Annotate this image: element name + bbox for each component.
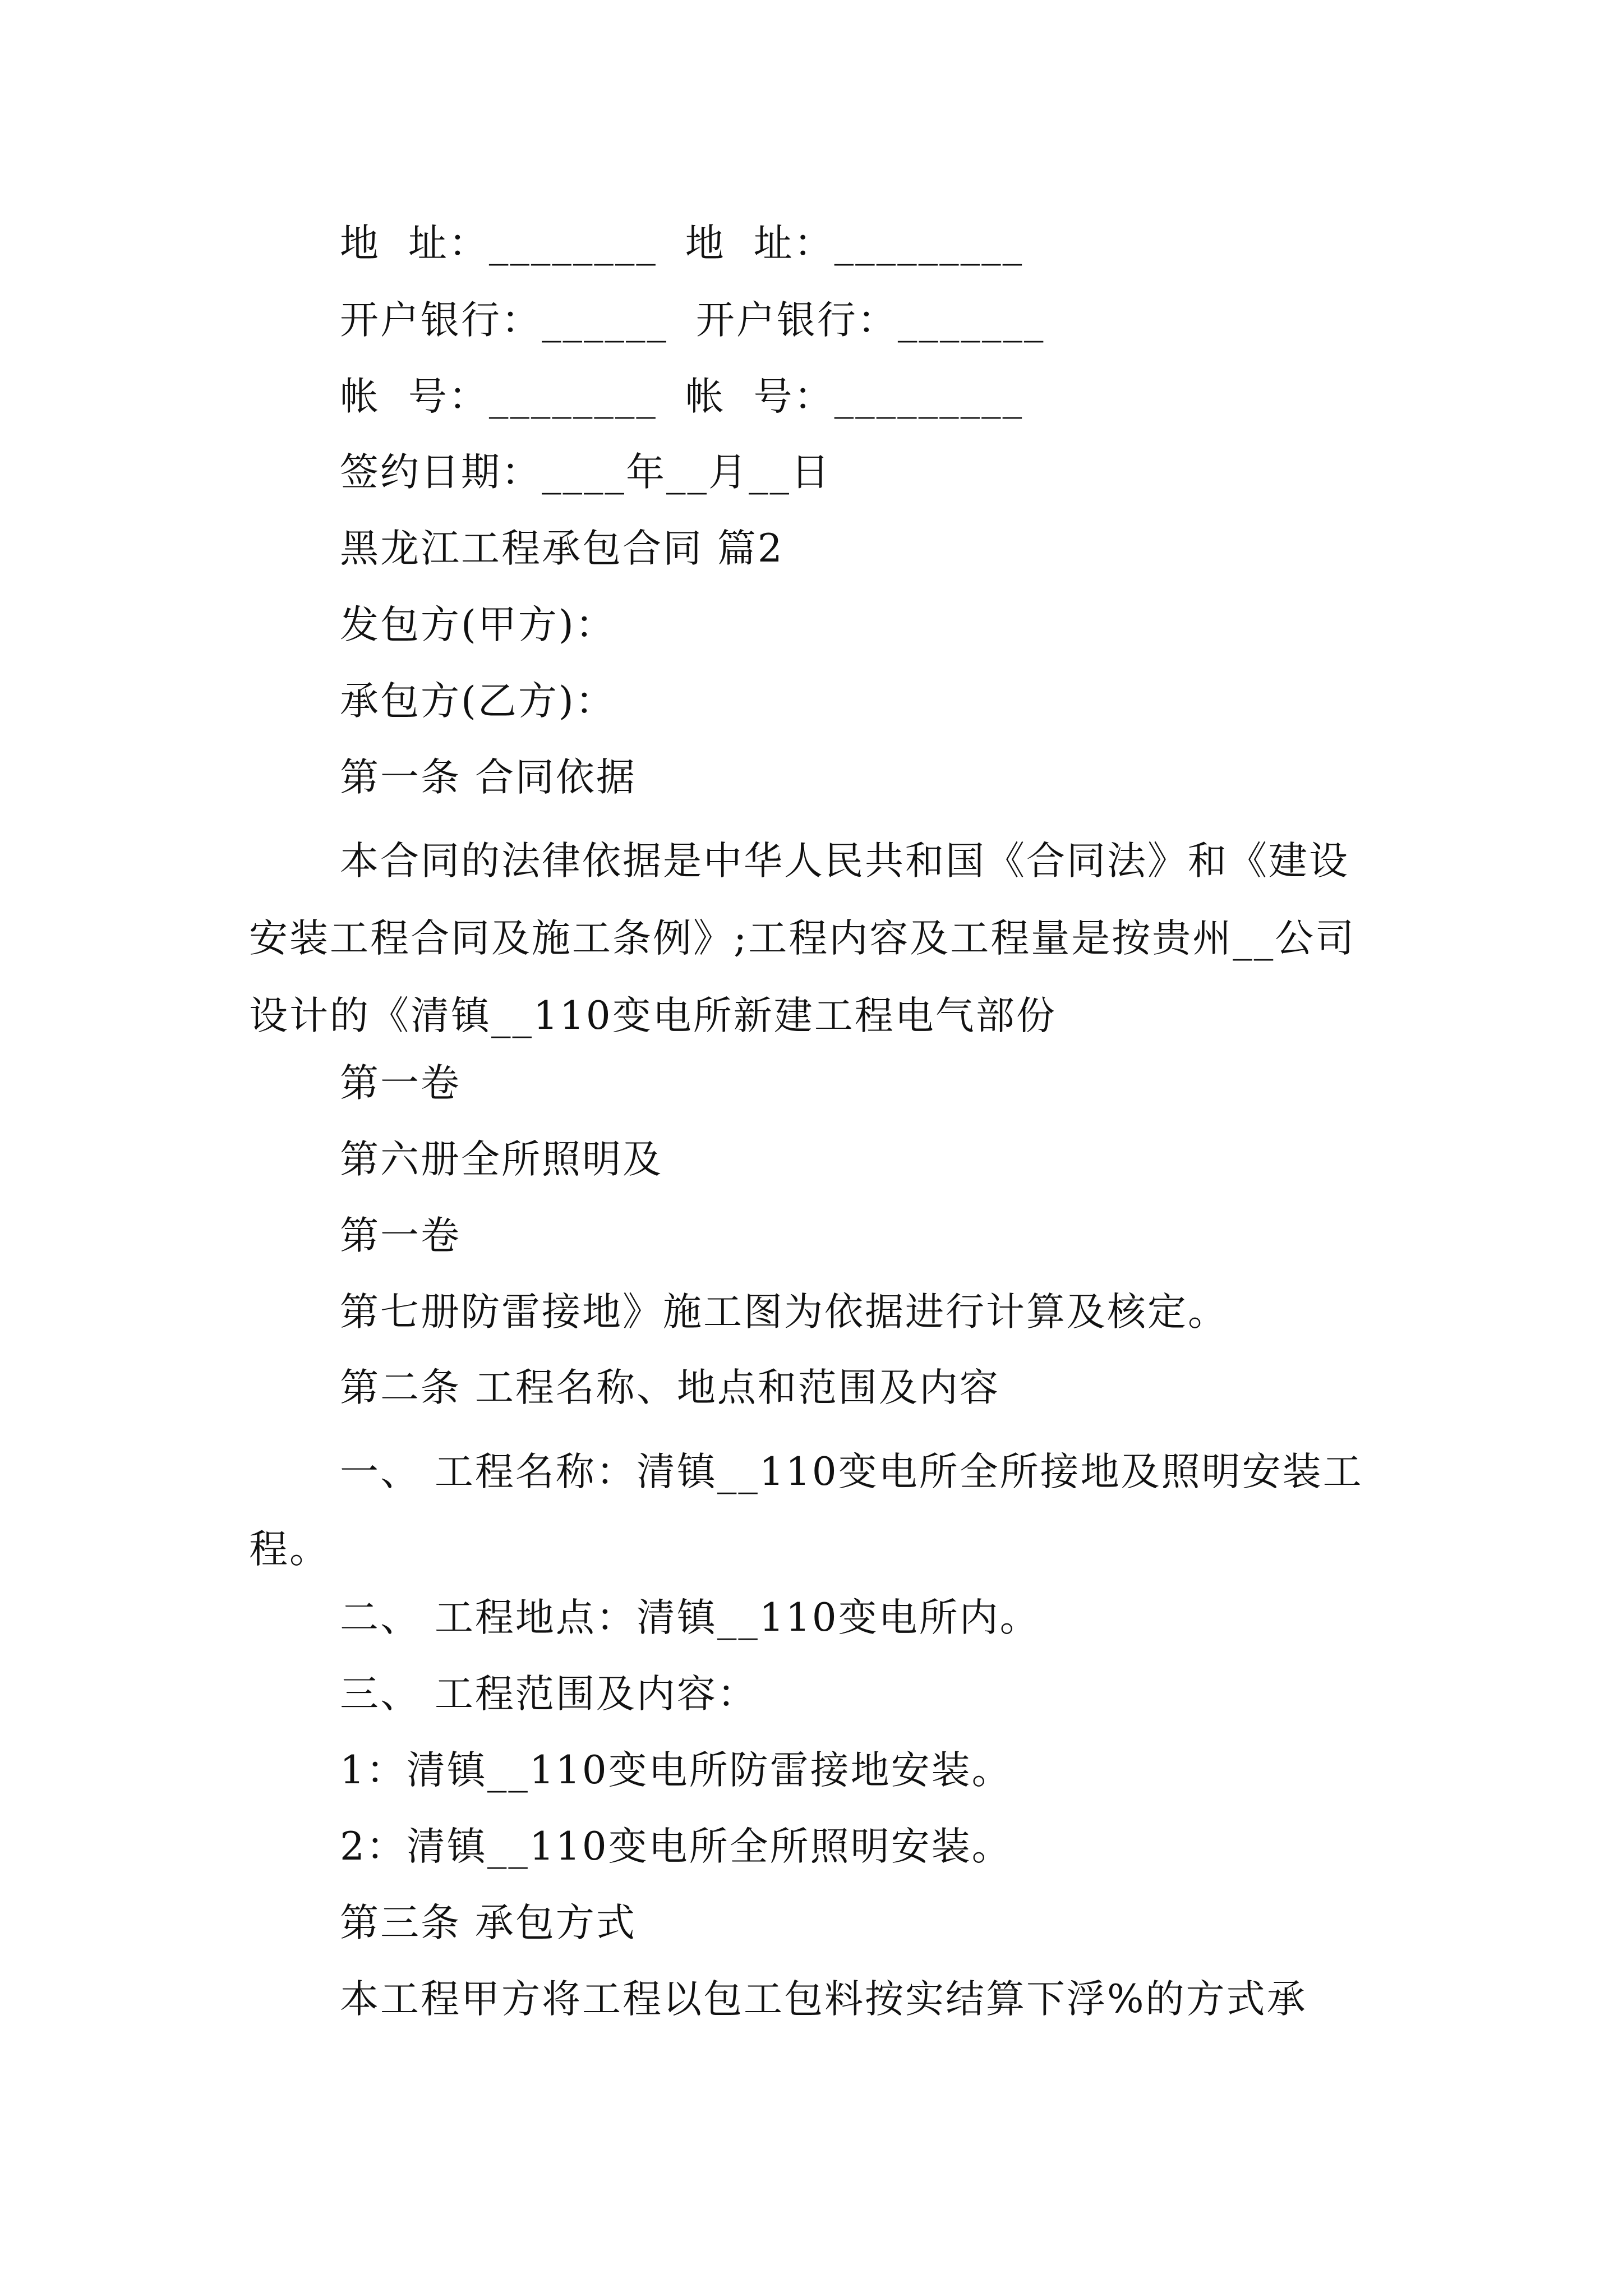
- volume-line-4: 第七册防雷接地》施工图为依据进行计算及核定。: [340, 1290, 1228, 1335]
- volume-line-1: 第一卷: [340, 1061, 461, 1106]
- party-b-line: 承包方(乙方)：: [340, 679, 616, 724]
- project-name-paragraph: 一、 工程名称：清镇__110变电所全所接地及照明安装工程。: [249, 1450, 1363, 1572]
- article-2-heading: 第二条 工程名称、地点和范围及内容: [340, 1365, 1000, 1410]
- volume-line-3: 第一卷: [340, 1213, 461, 1258]
- scope-item-1: 1：清镇__110变电所防雷接地安装。: [340, 1748, 1012, 1793]
- signing-date-line: 签约日期：____年__月__日: [340, 450, 831, 495]
- section-title: 黑龙江工程承包合同 篇2: [340, 526, 784, 571]
- article-1-paragraph: 本合同的法律依据是中华人民共和国《合同法》和《建设安装工程合同及施工条例》;工程内容及工程量是按贵州__公司设计的《清镇__110变电所新建工程电气部份: [249, 839, 1356, 1038]
- account-line: 帐 号：________ 帐 号：_________: [340, 374, 1024, 419]
- project-location-line: 二、 工程地点：清镇__110变电所内。: [340, 1595, 1040, 1640]
- article-1-heading: 第一条 合同依据: [340, 755, 637, 800]
- project-scope-line: 三、 工程范围及内容：: [340, 1672, 758, 1717]
- party-a-line: 发包方(甲方)：: [340, 602, 616, 647]
- volume-line-2: 第六册全所照明及: [340, 1137, 663, 1182]
- article-3-text: 本工程甲方将工程以包工包料按实结算下浮%的方式承: [340, 1977, 1307, 2022]
- article-3-heading: 第三条 承包方式: [340, 1901, 637, 1945]
- address-line: 地 址：________ 地 址：_________: [340, 221, 1024, 266]
- scope-item-2: 2：清镇__110变电所全所照明安装。: [340, 1824, 1012, 1869]
- bank-line: 开户银行：______ 开户银行：_______: [340, 298, 1045, 343]
